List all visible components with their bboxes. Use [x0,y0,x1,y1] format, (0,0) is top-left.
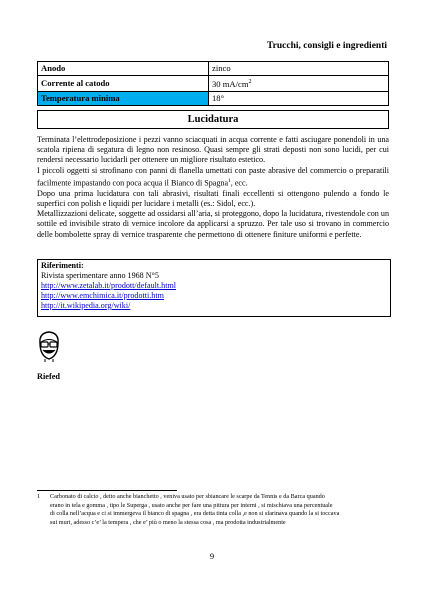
reference-link[interactable]: http://www.emchimica.it/prodotti.htm [41,291,164,300]
table-cell-value: zinco [209,62,389,76]
reference-link[interactable]: http://www.zetalab.it/prodott/default.html [41,281,177,290]
footnote-text: erano in tela e gomma , tipo le Superga , usato anche per fare una pittura per interni , si mischiava una percentuale [50,501,333,509]
table-row [38,91,389,105]
footnote-text: sui muri, adesso c’e’ la tempera , che e’ più o meno la stessa cosa , ma prodotta industrialmente [50,518,286,526]
footnote-text: Carbonato di calcio , detto anche bianchetto , veniva usato per sbiancare le scarpe da Tennis e da Barca quando [50,493,325,500]
table-cell-label: Corrente al catodo [38,76,209,92]
table-row [38,62,389,76]
section-title: Lucidatura [37,110,389,129]
paragraph: Terminata l’elettrodeposizione i pezzi vanno sciacquati in acqua corrente e fatti asciugare ponendoli in una scatola ripiena di segatura di legno non resinoso. Quasi sempre gli strati deposti non sono lucidi, per cui rendersi necessario lucidarli per ottenere un migliore risultato estetico. [37,135,389,165]
table-cell-value [209,76,389,92]
references-title: Riferimenti: [41,261,84,270]
footnote-number: 1 [37,493,41,500]
footnote [37,493,389,527]
table-cell-label: Temperatura minima [38,91,209,105]
paragraph-text: , ecc. [230,178,248,188]
running-header: Trucchi, consigli e ingredienti [267,41,387,51]
body-text [37,135,389,240]
reference-link[interactable]: http://it.wikipedia.org/wiki/ [41,301,131,310]
table-cell-label: Anodo [38,62,209,76]
references-source: Rivista sperimentare anno 1968 N°5 [41,271,159,280]
footnote-divider [37,490,177,491]
table-cell-value: 18° [209,91,389,105]
references-box [37,259,391,317]
author-name: Riefed [37,372,61,381]
paragraph: Metallizzazioni delicate, soggette ad ossidarsi all’aria, si proteggono, dopo la lucidatura, rivestendole con un sottile ed invisibile strato di vernice incolore da applicarsi a spruzzo. Per tale uso si trovano in commercio delle bombolette spray di vernice trasparente che permettono di ottenere finiture uniformi e perfette. [37,209,389,239]
footnote-line [37,493,389,502]
value-text: 30 mA/cm [212,78,249,89]
paragraph [37,166,389,189]
plating-parameters-table [37,61,389,106]
footnote-marker[interactable]: 1 [228,177,231,184]
page-number: 9 [209,551,215,561]
author-avatar-icon [33,329,65,363]
value-superscript: 2 [248,79,252,85]
paragraph-text: I piccoli oggetti si strofinano con panni di flanella umettati con paste abrasive del commercio o preparatili facilmente impastando con poca acqua il Bianco di Spagna [37,165,389,188]
table-row [38,76,389,92]
footnote-text: di colla nell’acqua e ci si immergeva il bianco di spagna , era detta tinta colla ,e non si sfarinava quando la si toccava [50,510,340,518]
paragraph: Dopo una prima lucidatura con tali abrasivi, risultati finali eccellenti si ottengono pulendo a fondo le superfici con polish e liquidi per lucidare i metalli (es.: Sidol, ecc.). [37,188,389,208]
